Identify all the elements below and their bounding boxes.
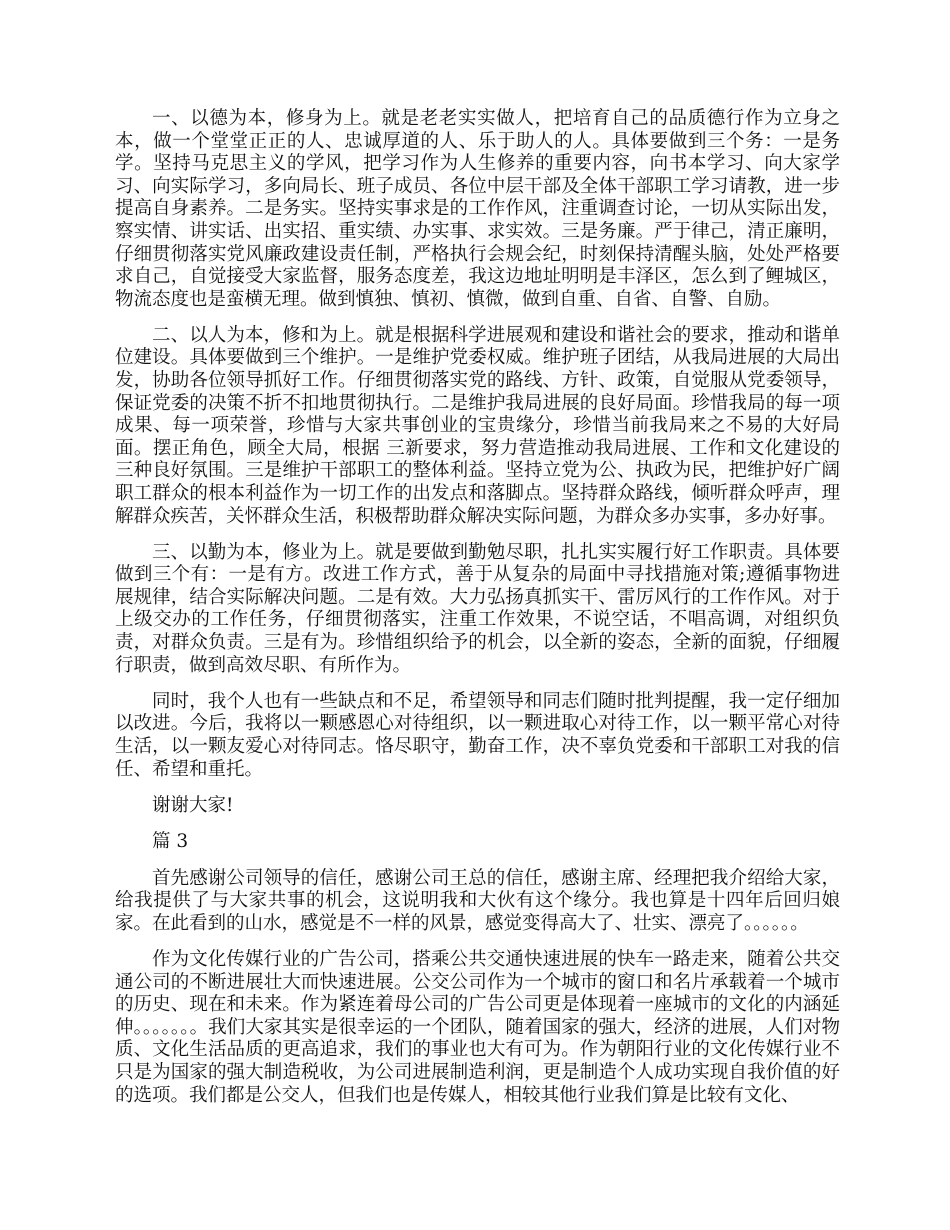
document-body	[115, 108, 840, 1121]
paragraph-self-reflection: 同时，我个人也有一些缺点和不足，希望领导和同志们随时批判提醒，我一定仔细加以改进。今后，我将以一颗感恩心对待组织，以一颗进取心对待工作，以一颗平常心对待生活，以一颗友爱心对待同志。恪尽职守，勤奋工作，决不辜负党委和干部职工对我的信任、希望和重托。	[115, 690, 840, 780]
section-heading: 篇 3	[152, 831, 189, 853]
paragraph-gratitude: 首先感谢公司领导的信任，感谢公司王总的信任，感谢主席、经理把我介绍给大家，给我提供了与大家共事的机会，这说明我和大伙有这个缘分。我也算是十四年后回归娘家。在此看到的山水，感觉是不一样的风景，感觉变得高大了、壮实、漂亮了。。。。。。	[115, 867, 840, 934]
paragraph-media-company: 作为文化传媒行业的广告公司，搭乘公共交通快速进展的快车一路走来，随着公共交通公司的不断进展壮大而快速进展。公交公司作为一个城市的窗口和名片承载着一个城市的历史、现在和未来。作为紧连着母公司的广告公司更是体现着一座城市的文化的内涵延伸。。。。。。。我们大家其实是很幸运的一个团队，随着国家的强大，经济的进展，人们对物质、文化生活品质的更高追求，我们的事业也大有可为。作为朝阳行业的文化传媒行业不只是为国家的强大制造税收，为公司进展制造利润，更是制造个人成功实现自我价值的好的选项。我们都是公交人，但我们也是传媒人，相较其他行业我们算是比较有文化、	[115, 949, 840, 1106]
paragraph-people: 二、以人为本，修和为上。就是根据科学进展观和建设和谐社会的要求，推动和谐单位建设。具体要做到三个维护。一是维护党委权威。维护班子团结，从我局进展的大局出发，协助各位领导抓好工作。仔细贯彻落实党的路线、方针、政策，自觉服从党委领导，保证党委的决策不折不扣地贯彻执行。二是维护我局进展的良好局面。珍惜我局的每一项成果、每一项荣誉，珍惜与大家共事创业的宝贵缘分，珍惜当前我局来之不易的大好局面。摆正角色，顾全大局，根据 三新要求，努力营造推动我局进展、工作和文化建设的三种良好氛围。三是维护干部职工的整体利益。坚持立党为公、执政为民，把维护好广阔职工群众的根本利益作为一切工作的出发点和落脚点。坚持群众路线，倾听群众呼声，理解群众疾苦，关怀群众生活，积极帮助群众解决实际问题，为群众多办实事，多办好事。	[115, 324, 840, 527]
thanks-line: 谢谢大家!	[152, 794, 234, 816]
paragraph-diligence: 三、以勤为本，修业为上。就是要做到勤勉尽职，扎扎实实履行好工作职责。具体要做到三个有：一是有方。改进工作方式，善于从复杂的局面中寻找措施对策;遵循事物进展规律，结合实际解决问题。二是有效。大力弘扬真抓实干、雷厉风行的工作作风。对于上级交办的工作任务，仔细贯彻落实，注重工作效果，不说空话，不唱高调，对组织负责，对群众负责。三是有为。珍惜组织给予的机会，以全新的姿态，全新的面貌，仔细履行职责，做到高效尽职、有所作为。	[115, 541, 840, 676]
paragraph-virtue: 一、以德为本，修身为上。就是老老实实做人，把培育自己的品质德行作为立身之本，做一个堂堂正正的人、忠诚厚道的人、乐于助人的人。具体要做到三个务：一是务学。坚持马克思主义的学风，把学习作为人生修养的重要内容，向书本学习、向大家学习、向实际学习，多向局长、班子成员、各位中层干部及全体干部职工学习请教，进一步提高自身素养。二是务实。坚持实事求是的工作作风，注重调查讨论，一切从实际出发，察实情、讲实话、出实招、重实绩、办实事、求实效。三是务廉。严于律己，清正廉明，仔细贯彻落实党风廉政建设责任制，严格执行会规会纪，时刻保持清醒头脑，处处严格要求自己，自觉接受大家监督，服务态度差，我这边地址明明是丰泽区，怎么到了鲤城区，物流态度也是蛮横无理。做到慎独、慎初、慎微，做到自重、自省、自警、自励。	[115, 108, 840, 310]
